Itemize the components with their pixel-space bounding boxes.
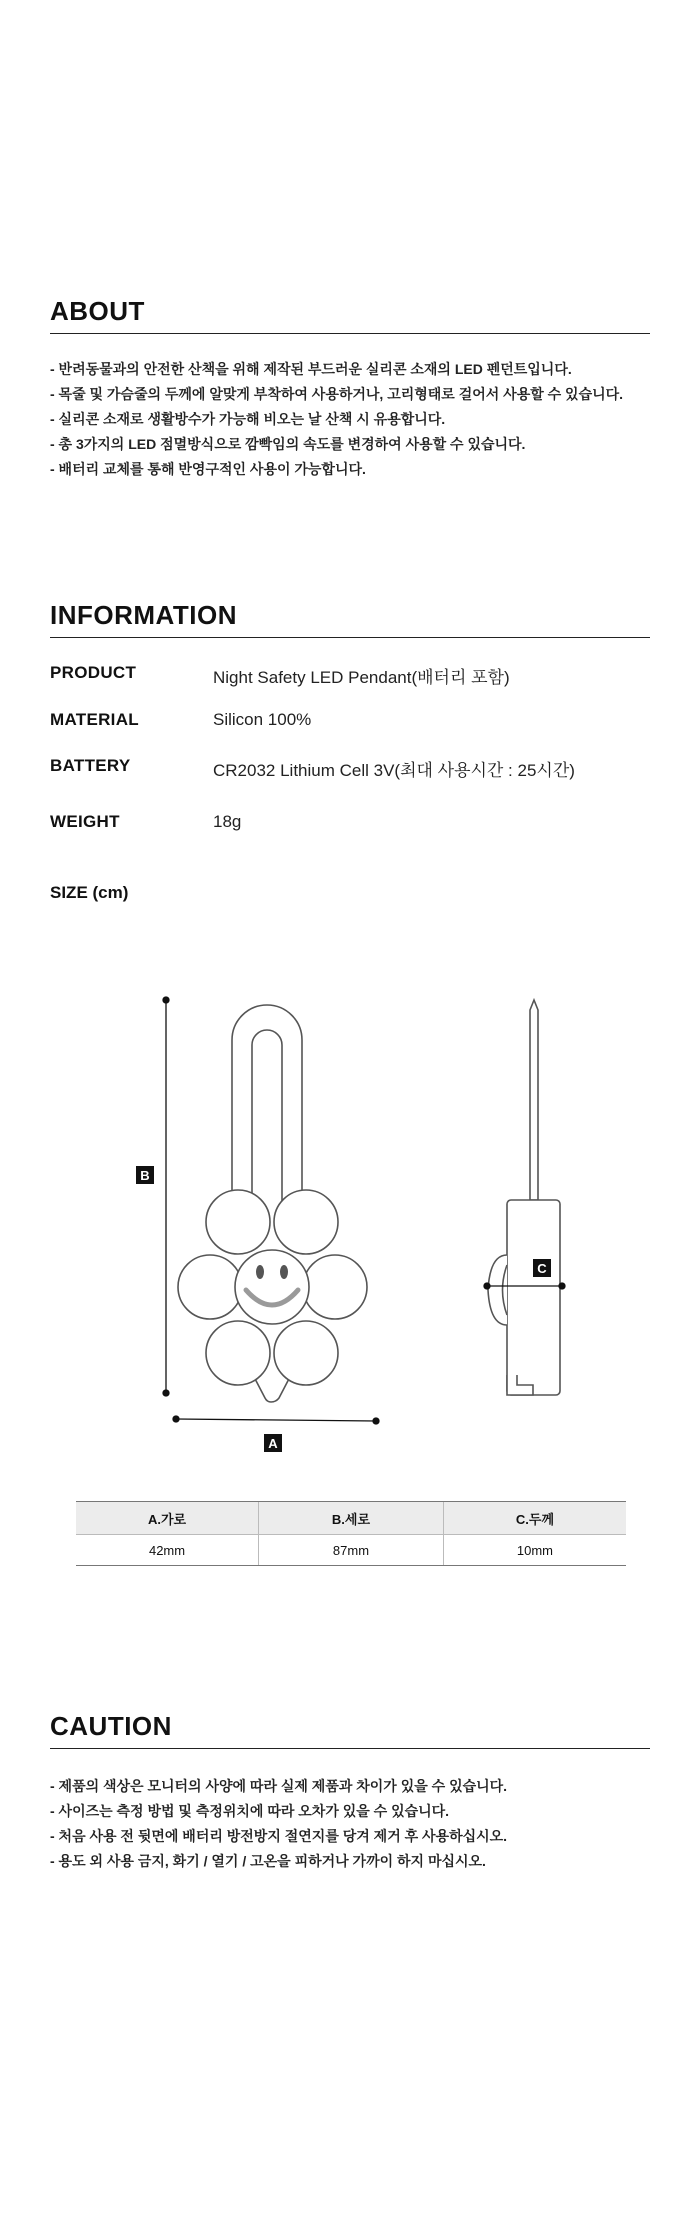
size-table (76, 1501, 626, 1566)
about-title: ABOUT (50, 296, 650, 334)
about-bullet: - 배터리 교체를 통해 반영구적인 사용이 가능합니다. (50, 461, 366, 477)
info-value: 18g (213, 812, 242, 831)
table-header-depth: C.두께 (443, 1502, 626, 1535)
about-bullet: - 반려동물과의 안전한 산책을 위해 제작된 부드러운 실리콘 소재의 LED 펜던트입니다. (50, 361, 572, 377)
info-value: Night Safety LED Pendant(배터리 포함) (213, 668, 510, 687)
label-b-badge (136, 1166, 154, 1184)
table-header-width: A.가로 (76, 1502, 259, 1535)
pendant-loop (232, 1005, 302, 1210)
info-label: BATTERY (50, 756, 131, 775)
size-table-header (76, 1502, 626, 1535)
dimension-line-a (173, 1416, 379, 1424)
label-a: A (268, 1436, 278, 1451)
table-cell-width: 42mm (76, 1535, 259, 1566)
about-list (50, 357, 660, 482)
dimension-line-b (163, 997, 169, 1396)
caution-list (50, 1774, 660, 1874)
table-row (76, 1535, 626, 1566)
size-label: SIZE (cm) (50, 883, 129, 902)
table-cell-height: 87mm (259, 1535, 444, 1566)
about-bullet: - 총 3가지의 LED 점멸방식으로 깜빡임의 속도를 변경하여 사용할 수 있습니다. (50, 436, 526, 452)
caution-bullet: - 사이즈는 측정 방법 및 측정위치에 따라 오차가 있을 수 있습니다. (50, 1803, 450, 1819)
caution-bullet: - 용도 외 사용 금지, 화기 / 열기 / 고온을 피하거나 가까이 하지 마십시오. (50, 1853, 486, 1869)
caution-bullet: - 제품의 색상은 모니터의 사양에 따라 실제 제품과 차이가 있을 수 있습니다. (50, 1778, 508, 1794)
table-header-height: B.세로 (259, 1502, 444, 1535)
label-c: C (537, 1261, 547, 1276)
about-bullet: - 목줄 및 가슴줄의 두께에 알맞게 부착하여 사용하거나, 고리형태로 걸어서 사용할 수 있습니다. (50, 386, 624, 402)
label-c-badge (533, 1259, 551, 1277)
info-value: Silicon 100% (213, 710, 312, 729)
pendant-side-view (488, 1000, 560, 1395)
label-a-badge (264, 1434, 282, 1452)
info-value: CR2032 Lithium Cell 3V(최대 사용시간 : 25시간) (213, 761, 575, 780)
caution-bullet: - 처음 사용 전 뒷면에 배터리 방전방지 절연지를 당겨 제거 후 사용하십시오. (50, 1828, 508, 1844)
label-b: B (140, 1168, 150, 1183)
flower-icon (178, 1190, 367, 1402)
info-label: MATERIAL (50, 710, 139, 729)
info-label: PRODUCT (50, 663, 137, 682)
info-label: WEIGHT (50, 812, 120, 831)
information-title: INFORMATION (50, 600, 650, 638)
caution-title: CAUTION (50, 1711, 650, 1749)
table-cell-depth: 10mm (443, 1535, 626, 1566)
about-bullet: - 실리콘 소재로 생활방수가 가능해 비오는 날 산책 시 유용합니다. (50, 411, 446, 427)
size-diagram (0, 960, 700, 1460)
